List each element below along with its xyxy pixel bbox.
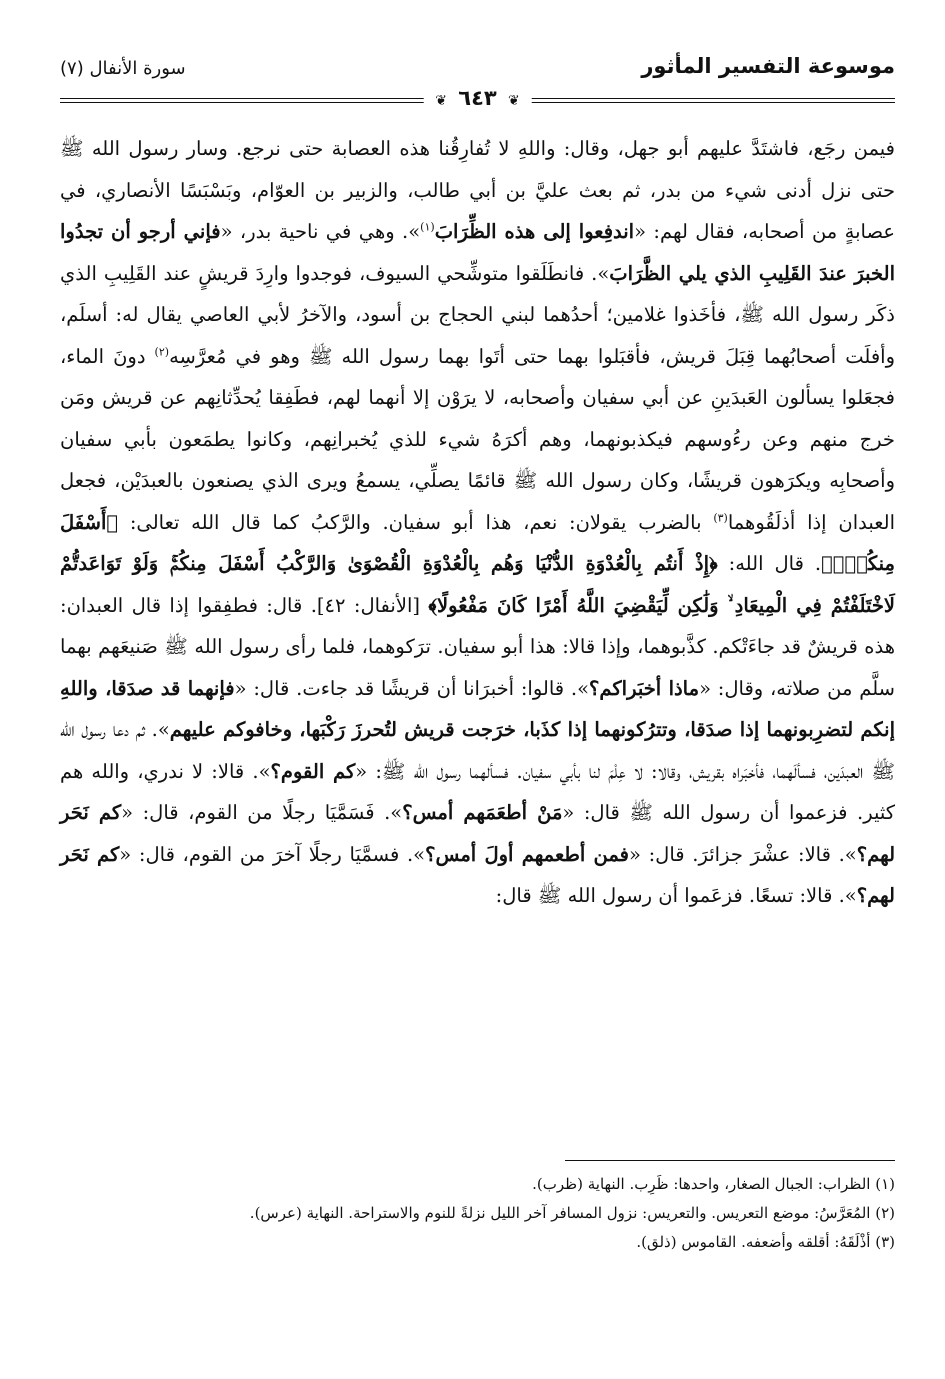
hadith-quote: كم نَحَر لهم؟ <box>60 842 895 907</box>
footnote-item: (٣) أذْلَقَهُ: أقلقه وأضعفه. القاموس (ذلق). <box>636 1233 895 1251</box>
footnotes <box>60 1170 895 1257</box>
footnote-separator <box>565 1160 895 1161</box>
footnote-ref[interactable]: (٣) <box>713 511 728 524</box>
text-run: ». قالا: تسعًا. فزعَموا أن رسول الله ﷺ قال: <box>495 884 857 907</box>
text-run: ». فانطَلَقوا متوشِّحي السيوف، فوجدوا وارِدَ قريشٍ عند القَلِيبِ الذي ذكَر رسول الله ﷺ، فأخَذوا غلامين؛ أحدُهما لبني الحجاج بن أسود، والآخرُ لأبي العاصي يقال له: أسلَم، وأفلَت أصحابُهما قِبَلَ قريش، فأقبَلوا بهما حتى أتَوا بهما رسول الله ﷺ وهو في مُعرَّسِه <box>60 261 895 368</box>
footnote-item: (١) الظراب: الجبال الصغار، واحدها: ظَرِب. النهاية (ظرب). <box>532 1175 895 1193</box>
text-run: بالضرب يقولان: نعم، هذا أبو سفيان. والرَّكبُ كما قال الله تعالى: <box>118 510 714 534</box>
text-run: ». ثم دعا رسول الله ﷺ العبدَين، فسألَهما، فأخبَراه بقريش، وقالا: لا عِلْمَ لنا بأبي سفيان. فسألهما رسول الله ﷺ: « <box>60 718 895 783</box>
hadith-quote: مَنْ أطعَمَهم أمس؟ <box>402 801 563 824</box>
hadith-quote: كم نَحَر لهم؟ <box>60 801 896 866</box>
surah-title: سورة الأنفال (٧) <box>60 58 186 79</box>
footnote-ref[interactable]: (٢) <box>154 345 170 358</box>
text-run: [الأنفال: ٤٢]. قال: فطفِقوا إذا قال العبدان: هذه قريشٌ قد جاءَتْكم. كذَّبوهما، وإذا قالا: هذا أبو سفيان. ترَكوهما، فلما رأى رسول الله ﷺ صَنيعَهم بهما سلَّم من صلاته، وقال: « <box>60 593 895 700</box>
text-run: ». فسمَّيَا رجلًا آخرَ من القوم، قال: « <box>119 842 426 866</box>
hadith-quote: ماذا أخبَراكم؟ <box>589 676 700 700</box>
text-run: فيمن رجَع، فاشتَدَّ عليهم أبو جهل، وقال: واللهِ لا تُفارِقُنا هذه العصابة حتى نرجع. وسار رسول الله ﷺ حتى نزل أدنى شيء من بدر، ثم بعث عليَّ بن أبي طالب، والزبير بن العوّام، وبَسْبَسًا الأنصاري، في عصابةٍ من أصحابه، فقال لهم: « <box>60 137 895 243</box>
page-number-block <box>423 86 532 110</box>
page-header <box>60 48 895 110</box>
hadith-quote: فمن أطعمهم أولَ أمس؟ <box>425 842 629 866</box>
text-run: ». قالا: لا ندري، والله هم كثير. فزعموا أن رسول الله ﷺ قال: « <box>60 759 896 824</box>
footnote-ref[interactable]: (١) <box>420 220 435 234</box>
hadith-quote: اندفِعوا إلى هذه الظِّرَابَ <box>434 220 635 243</box>
text-run: ». فَسَمَّيَا رجلًا من القوم، قال: « <box>121 801 403 824</box>
text-run: ». قالا: عشْرَ جزائرَ. قال: « <box>629 842 857 866</box>
hadith-quote: فإني أرجو أن تجدُوا الخبرَ عندَ القَلِيبِ الذي يلي الظَّرَابَ <box>60 220 895 285</box>
ornament-icon: ❦ <box>508 93 520 109</box>
book-title: موسوعة التفسير المأثور <box>641 54 895 78</box>
text-run: . قال الله: <box>717 552 822 575</box>
hadith-quote: كم القوم؟ <box>270 759 356 783</box>
page-number: ٦٤٣ <box>458 86 497 110</box>
page <box>60 48 895 1348</box>
hadith-quote: فإنهما قد صدَقا، واللهِ إنكم لتضرِبونهما إذا صدَقا، وتترُكونهما إذا كذَبا، خرَجت قريش لتُحرزَ رَكْبَها، وخافوكم عليهم <box>60 676 895 741</box>
text-run: دونَ الماء، فجعَلوا يسألون العَبدَينِ عن أبي سفيان وأصحابه، لا يرَوْن إلا أنهما لهم، فطَفِقا يُحدِّثانِهم عن قريش ومَن خرج منهم وعن رءُوسهم فيكذبونهما، وهم أكرَهُ شيء للذي يُخبرانِهم، وكانوا يطمَعون بأبي سفيان وأصحابِه ويكرَهون قريشًا، وكان رسول الله ﷺ قائمًا يصلِّي، يسمعُ ويرى الذي يصنعون بالعبدَيْن، فجعل العبدان إذا أذلَقُوهما <box>60 344 895 534</box>
main-text <box>60 128 895 917</box>
footnote-item: (٢) المُعَرَّسُ: موضع التعريس. والتعريس: نزول المسافر آخر الليل نزلةً للنوم والاستراحة. النهاية (عرس). <box>249 1204 895 1222</box>
text-run: ». قالوا: أخبرَانا أن قريشًا قد جاءت. قال: « <box>234 676 590 700</box>
quran-verse: ﴿أَسْفَلَ مِنكُمْۚ﴾ <box>60 510 895 575</box>
text-run: ». وهي في ناحية بدر، « <box>220 220 421 243</box>
paragraph <box>60 128 895 917</box>
quran-verse: ﴿إِذْ أَنتُم بِالْعُدْوَةِ الدُّنْيَا وَهُم بِالْعُدْوَةِ الْقُصْوَىٰ وَالرَّكْبُ أَسْفَلَ مِنكُمْۚ وَلَوْ تَوَاعَدتُّمْ لَاخْتَلَفْتُمْ فِي الْمِيعَادِ ۙ وَلَٰكِن لِّيَقْضِيَ اللَّهُ أَمْرًا كَانَ مَفْعُولًا﴾ <box>60 552 896 617</box>
ornament-icon: ❦ <box>435 93 447 109</box>
